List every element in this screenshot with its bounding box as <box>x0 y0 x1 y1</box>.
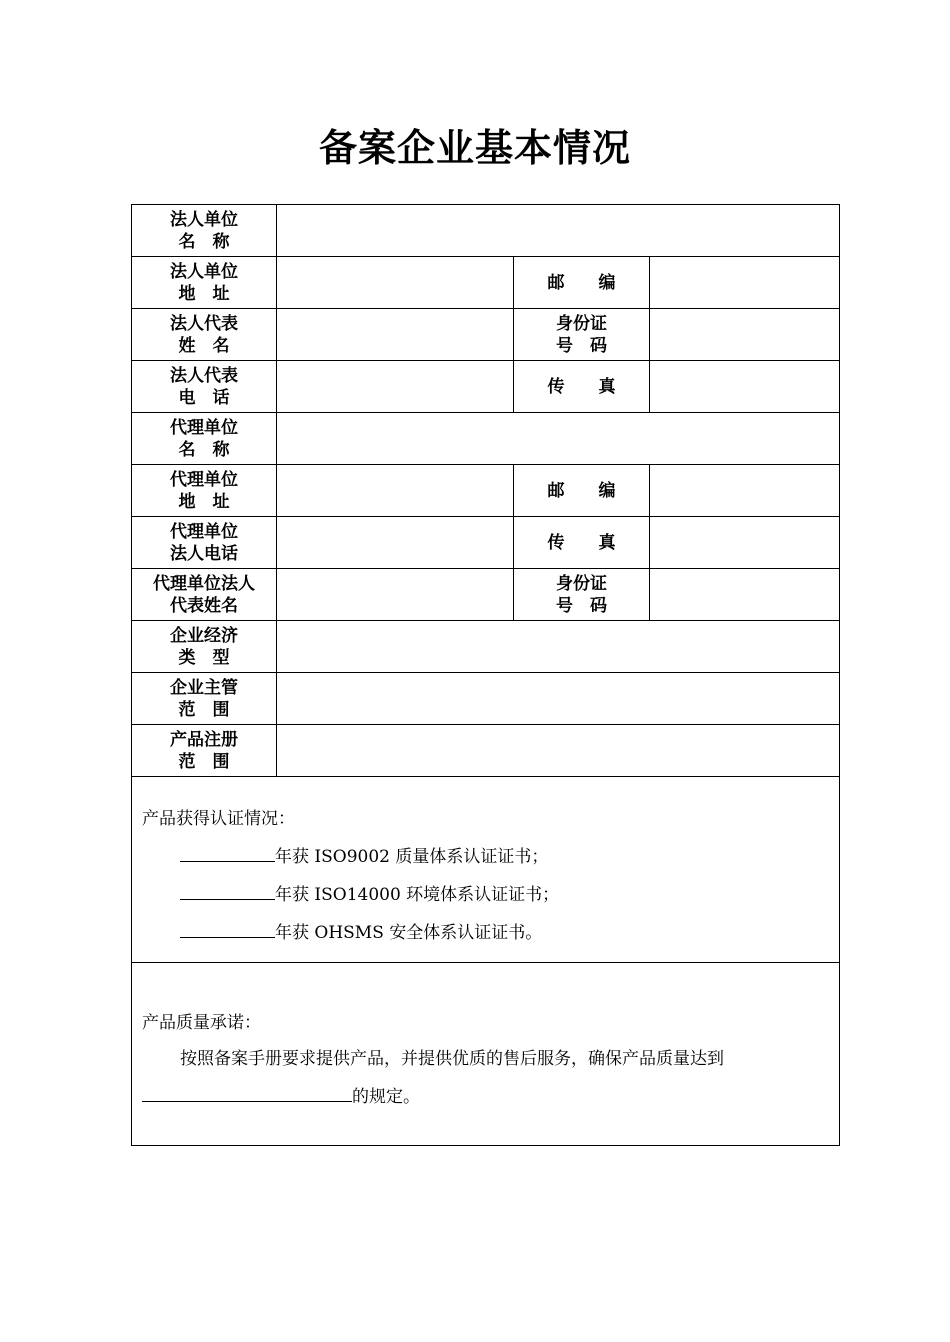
field-agent-address[interactable] <box>277 465 514 517</box>
label-postcode: 邮 编 <box>514 257 650 309</box>
row-commitment <box>132 963 840 1146</box>
year-blank-iso14000[interactable] <box>180 881 275 900</box>
row-registration-scope <box>132 725 840 777</box>
field-agent-legal-rep-name[interactable] <box>277 569 514 621</box>
field-agent-id-number[interactable] <box>650 569 840 621</box>
row-certification <box>132 777 840 963</box>
row-agent-legal-phone <box>132 517 840 569</box>
row-legal-entity-address <box>132 257 840 309</box>
year-blank-ohsms[interactable] <box>180 919 275 938</box>
label-legal-rep-name: 法人代表 姓 名 <box>132 309 277 361</box>
field-agent-legal-phone[interactable] <box>277 517 514 569</box>
certification-heading: 产品获得认证情况： <box>142 809 295 829</box>
year-blank-iso9002[interactable] <box>180 843 275 862</box>
commitment-text-line1: 按照备案手册要求提供产品，并提供优质的售后服务，确保产品质量达到 <box>180 1049 724 1069</box>
row-agent-name <box>132 413 840 465</box>
label-agent-fax: 传 真 <box>514 517 650 569</box>
label-legal-entity-name: 法人单位 名 称 <box>132 205 277 257</box>
standard-blank[interactable] <box>142 1083 352 1102</box>
label-agent-postcode: 邮 编 <box>514 465 650 517</box>
certification-section <box>132 777 840 963</box>
label-agent-address: 代理单位 地 址 <box>132 465 277 517</box>
field-agent-postcode[interactable] <box>650 465 840 517</box>
field-legal-entity-address[interactable] <box>277 257 514 309</box>
label-agent-legal-rep-name: 代理单位法人 代表姓名 <box>132 569 277 621</box>
field-id-number[interactable] <box>650 309 840 361</box>
field-legal-rep-name[interactable] <box>277 309 514 361</box>
field-agent-name[interactable] <box>277 413 840 465</box>
row-legal-rep-phone <box>132 361 840 413</box>
field-legal-rep-phone[interactable] <box>277 361 514 413</box>
label-economic-type: 企业经济 类 型 <box>132 621 277 673</box>
field-registration-scope[interactable] <box>277 725 840 777</box>
field-economic-type[interactable] <box>277 621 840 673</box>
cert-item-ohsms: 年获 OHSMS 安全体系认证证书。 <box>142 919 829 945</box>
label-business-scope: 企业主管 范 围 <box>132 673 277 725</box>
row-agent-address <box>132 465 840 517</box>
field-business-scope[interactable] <box>277 673 840 725</box>
label-id-number: 身份证 号 码 <box>514 309 650 361</box>
label-agent-id-number: 身份证 号 码 <box>514 569 650 621</box>
label-registration-scope: 产品注册 范 围 <box>132 725 277 777</box>
commitment-text-line2: 的规定。 <box>142 1083 829 1109</box>
label-fax: 传 真 <box>514 361 650 413</box>
cert-item-iso14000: 年获 ISO14000 环境体系认证证书； <box>142 881 829 907</box>
commitment-section <box>132 963 840 1146</box>
label-agent-name: 代理单位 名 称 <box>132 413 277 465</box>
registration-form <box>131 204 840 1146</box>
row-business-scope <box>132 673 840 725</box>
cert-item-iso9002: 年获 ISO9002 质量体系认证证书； <box>142 843 829 869</box>
field-fax[interactable] <box>650 361 840 413</box>
row-economic-type <box>132 621 840 673</box>
page-title: 备案企业基本情况 <box>318 125 631 170</box>
commitment-heading: 产品质量承诺： <box>142 1013 261 1033</box>
field-agent-fax[interactable] <box>650 517 840 569</box>
row-agent-legal-rep-name <box>132 569 840 621</box>
label-agent-legal-phone: 代理单位 法人电话 <box>132 517 277 569</box>
row-legal-rep-name <box>132 309 840 361</box>
row-legal-entity-name <box>132 205 840 257</box>
field-legal-entity-name[interactable] <box>277 205 840 257</box>
field-postcode[interactable] <box>650 257 840 309</box>
label-legal-entity-address: 法人单位 地 址 <box>132 257 277 309</box>
label-legal-rep-phone: 法人代表 电 话 <box>132 361 277 413</box>
